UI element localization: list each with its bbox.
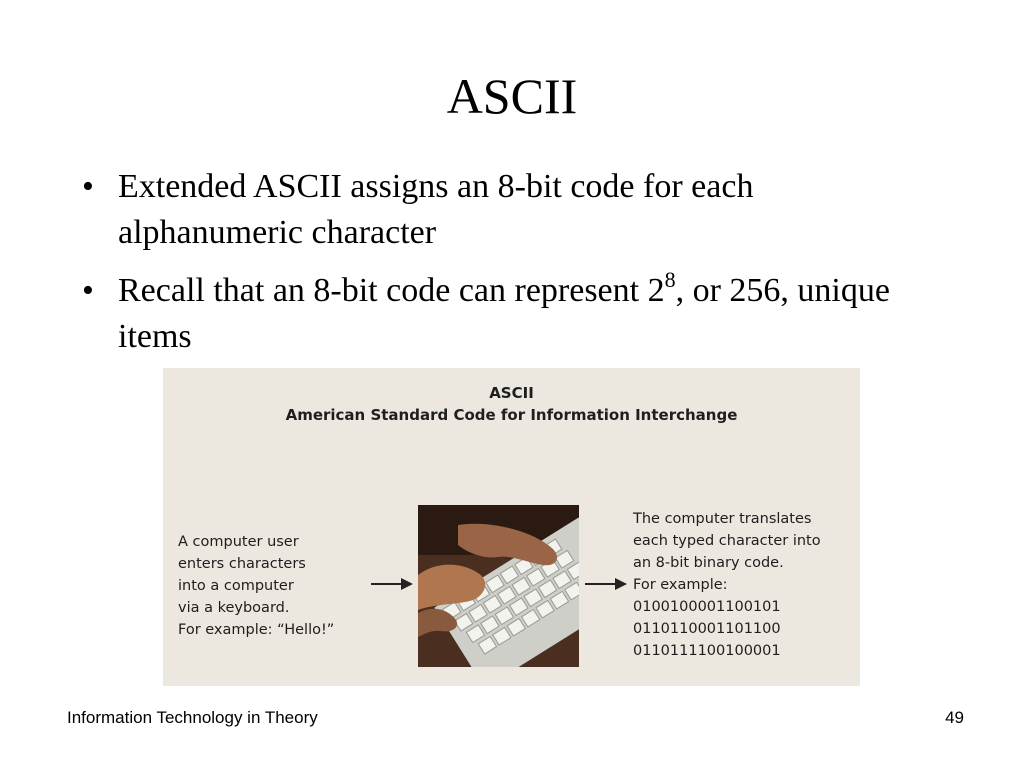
bullet-list [80,164,940,372]
caption-line: each typed character into [633,533,821,549]
bullet-text-part: Recall that an 8-bit code can represent 2 [118,272,665,309]
ascii-figure [163,368,860,686]
caption-line: an 8-bit binary code. [633,555,784,571]
keyboard-photo [418,505,579,667]
figure-title [163,382,860,426]
caption-line: For example: “Hello!” [178,622,335,638]
caption-line: into a computer [178,578,294,594]
hands-on-keyboard-image [418,505,579,667]
slide-number: 49 [945,708,964,727]
caption-line: A computer user [178,534,299,550]
user-input-caption [178,531,388,641]
figure-title-line: ASCII [489,384,534,402]
bullet-text-part: , or 256, unique items [118,272,890,355]
exponent: 8 [664,267,676,292]
arrow-right-icon [585,577,627,591]
arrow-right-icon [371,577,413,591]
caption-line: For example: [633,577,728,593]
caption-line: via a keyboard. [178,600,290,616]
binary-translation-caption [633,508,858,662]
figure-subtitle-line: American Standard Code for Information Interchange [285,406,738,424]
bullet-marker: • [82,168,94,205]
caption-line: enters characters [178,556,306,572]
caption-line: The computer translates [633,511,812,527]
slide-title: ASCII [446,68,578,124]
footer-course-title: Information Technology in Theory [67,708,318,727]
binary-code-line: 0100100001100101 [633,599,781,615]
bullet-marker: • [82,272,94,309]
bullet-text: Extended ASCII assigns an 8-bit code for each alphanumeric character [118,168,754,251]
bullet-item [80,164,940,256]
binary-code-line: 0110110001101100 [633,621,781,637]
binary-code-line: 0110111100100001 [633,643,781,659]
bullet-item [80,268,940,360]
